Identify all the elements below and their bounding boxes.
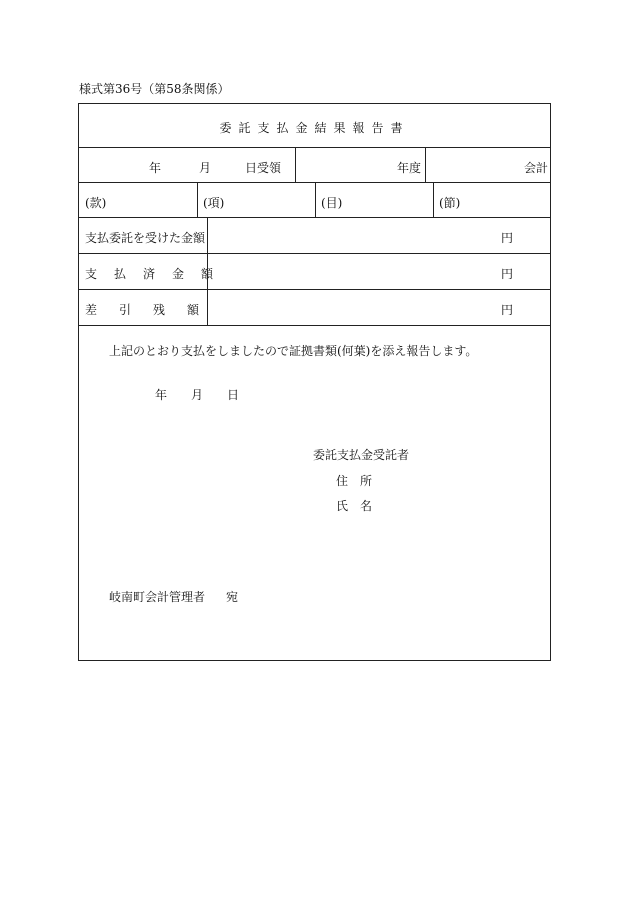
amount-label: 支払委託を受けた金額: [85, 231, 206, 245]
yen-unit: 円: [501, 231, 514, 245]
divider: [315, 183, 316, 217]
divider: [425, 148, 426, 182]
yen-unit: 円: [501, 267, 514, 281]
report-form: [78, 103, 551, 661]
budget-row: [79, 183, 550, 218]
account-label: 会計: [524, 161, 549, 175]
kou-label: (項): [203, 196, 225, 210]
kan-label: (款): [85, 196, 107, 210]
report-statement: 上記のとおり支払をしましたので証拠書類(何葉)を添え報告します。: [109, 344, 478, 358]
amount-label: 差引残額: [85, 303, 222, 317]
form-title: 委託支払金結果報告書: [219, 121, 410, 135]
form-number-caption: 様式第36号（第58条関係）: [79, 82, 230, 96]
fiscal-year-label: 年度: [397, 161, 422, 175]
received-month-label: 月: [199, 161, 212, 175]
divider: [295, 148, 296, 182]
divider: [433, 183, 434, 217]
amount-label: 支払済金額: [85, 267, 231, 281]
amount-row-paid: [79, 254, 550, 290]
report-month-label: 月: [191, 388, 204, 402]
divider: [207, 218, 208, 253]
setsu-label: (節): [439, 196, 461, 210]
report-year-label: 年: [155, 388, 168, 402]
moku-label: (目): [321, 196, 343, 210]
divider: [197, 183, 198, 217]
date-row: [79, 148, 550, 183]
divider: [207, 290, 208, 325]
amount-row-balance: [79, 290, 550, 326]
title-row: [79, 104, 550, 148]
divider: [207, 254, 208, 289]
addressee-honorific: 宛: [226, 590, 239, 604]
amount-row-entrusted: [79, 218, 550, 254]
addressee-name: 岐南町会計管理者: [109, 590, 206, 604]
signer-name-label: 氏 名: [336, 499, 373, 513]
received-year-label: 年: [149, 161, 162, 175]
report-day-label: 日: [227, 388, 240, 402]
signer-address-label: 住 所: [336, 474, 373, 488]
received-day-label: 日受領: [245, 161, 282, 175]
yen-unit: 円: [501, 303, 514, 317]
signer-role: 委託支払金受託者: [313, 448, 410, 462]
